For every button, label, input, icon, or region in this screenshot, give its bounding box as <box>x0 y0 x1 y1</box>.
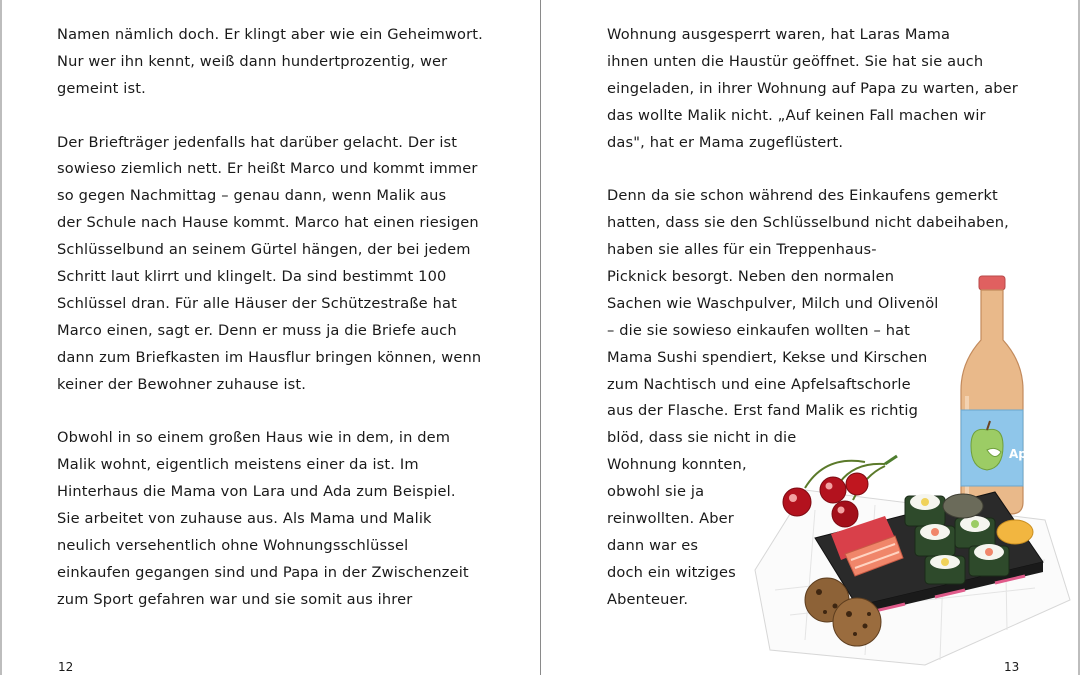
picnic-illustration <box>745 270 1075 670</box>
text-line: Hinterhaus die Mama von Lara und Ada zum Beispiel. <box>57 483 456 501</box>
text-line: ihnen unten die Haustür geöffnet. Sie hat sie auch <box>607 52 984 70</box>
text-line: sowieso ziemlich nett. Er heißt Marco und kommt immer <box>57 160 478 178</box>
text-line: Mama Sushi spendiert, Kekse und Kirschen <box>607 348 928 366</box>
text-line: hatten, dass sie den Schlüsselbund nicht dabeihaben, <box>607 214 1009 232</box>
text-line: Wohnung konnten, <box>607 456 747 474</box>
text-line: dann war es <box>607 536 699 554</box>
text-line: Der Briefträger jedenfalls hat darüber gelacht. Der ist <box>57 133 458 151</box>
text-line: Marco einen, sagt er. Denn er muss ja die Briefe auch <box>57 321 457 339</box>
left-page-text <box>57 22 483 614</box>
text-line: keiner der Bewohner zuhause ist. <box>57 375 307 393</box>
text-line: dann zum Briefkasten im Hausflur bringen können, wenn <box>57 348 482 366</box>
page-number-left: 12 <box>58 660 74 674</box>
text-line: einkaufen gegangen sind und Papa in der Zwischenzeit <box>57 563 469 581</box>
text-line: Abenteuer. <box>607 590 689 608</box>
paragraph-gap <box>57 398 483 425</box>
text-line: blöd, dass sie nicht in die <box>607 429 797 447</box>
text-line: Obwohl in so einem großen Haus wie in dem, in dem <box>57 429 451 447</box>
text-line: Schlüssel dran. Für alle Häuser der Schützestraße hat <box>57 294 457 312</box>
bottle-label-text: Ap <box>1009 447 1027 461</box>
text-line: zum Nachtisch und eine Apfelsaftschorle <box>607 375 911 393</box>
text-line: Nur wer ihn kennt, weiß dann hundertprozentig, wer <box>57 52 448 70</box>
text-line: Namen nämlich doch. Er klingt aber wie ein Geheimwort. <box>57 26 483 43</box>
text-line: haben sie alles für ein Treppenhaus- <box>607 241 877 259</box>
page-number-right: 13 <box>1004 660 1020 674</box>
text-line: zum Sport gefahren war und sie somit aus ihrer <box>57 590 413 608</box>
text-line: gemeint ist. <box>57 79 146 97</box>
text-line: – die sie sowieso einkaufen wollten – hat <box>607 321 911 339</box>
paragraph-gap <box>607 156 1018 183</box>
text-line: neulich versehentlich ohne Wohnungsschlüssel <box>57 536 409 554</box>
text-line: reinwollten. Aber <box>607 510 734 528</box>
text-line: der Schule nach Hause kommt. Marco hat einen riesigen <box>57 214 479 232</box>
text-line: das wollte Malik nicht. „Auf keinen Fall machen wir <box>607 106 986 124</box>
text-line: Schritt laut klirrt und klingelt. Da sind bestimmt 100 <box>57 268 447 286</box>
text-line: Sachen wie Waschpulver, Milch und Olivenöl <box>607 294 939 312</box>
text-line: Wohnung ausgesperrt waren, hat Laras Mama <box>607 26 951 43</box>
paragraph-gap <box>57 103 483 130</box>
text-line: Sie arbeitet von zuhause aus. Als Mama und Malik <box>57 510 432 528</box>
text-line: obwohl sie ja <box>607 483 705 501</box>
text-line: aus der Flasche. Erst fand Malik es richtig <box>607 402 919 420</box>
text-line: Malik wohnt, eigentlich meistens einer da ist. Im <box>57 456 419 474</box>
juice-bottle <box>961 276 1027 514</box>
text-line: so gegen Nachmittag – genau dann, wenn Malik aus <box>57 187 447 205</box>
text-line: Picknick besorgt. Neben den normalen <box>607 268 895 286</box>
text-line: das", hat er Mama zugeflüstert. <box>607 133 844 151</box>
text-line: Denn da sie schon während des Einkaufens gemerkt <box>607 187 998 205</box>
text-line: doch ein witziges <box>607 563 736 581</box>
text-line: Schlüsselbund an seinem Gürtel hängen, der bei jedem <box>57 241 471 259</box>
text-line: eingeladen, in ihrer Wohnung auf Papa zu warten, aber <box>607 79 1018 97</box>
